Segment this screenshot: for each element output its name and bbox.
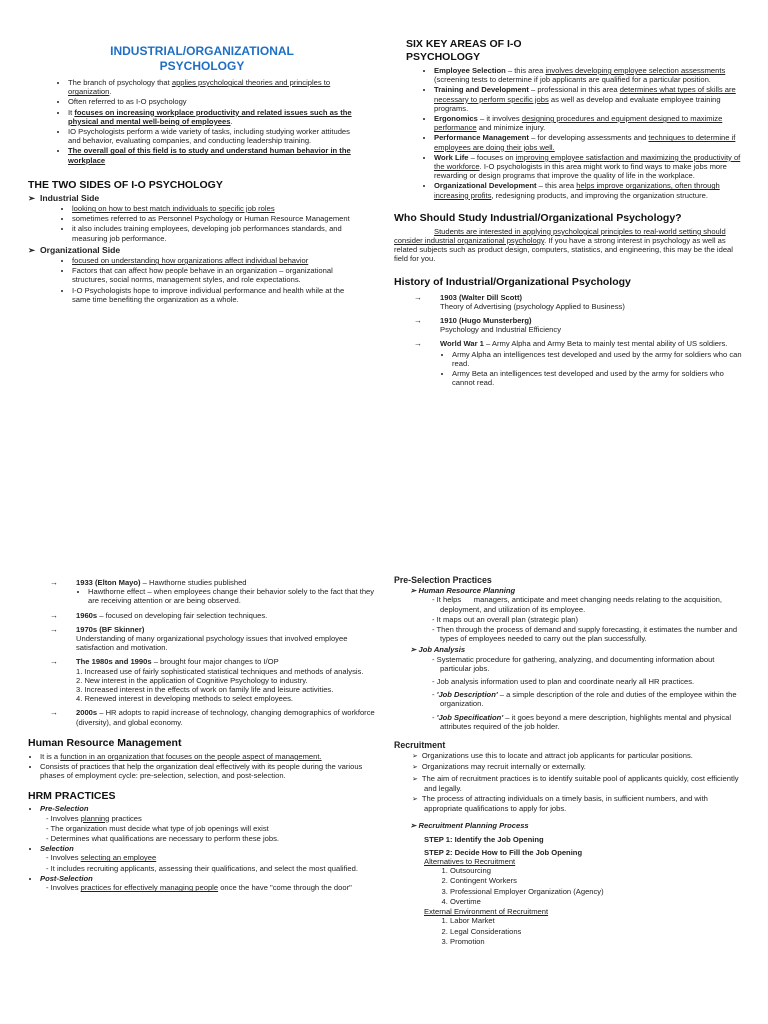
hawthorne-list <box>76 587 378 605</box>
hrm-item: • Consists of practices that help the organization deal effectively with its people during the various phases of employment cycle: pre-selection, selection, and post-selection. <box>40 762 378 780</box>
hrm-item: • It is a function in an organization that focuses on the people aspect of management. <box>40 752 378 761</box>
recruitment-list <box>394 751 744 813</box>
two-sides-heading: THE TWO SIDES OF I-O PSYCHOLOGY <box>28 178 223 191</box>
external-env-list <box>394 916 744 946</box>
hrm-practices-list <box>28 804 378 892</box>
ja-item: - 'Job Description' – a simple description of the role and duties of the employee within the organization. <box>440 690 744 708</box>
practice-item: - Involves practices for effectively managing people once the have "come through the door" <box>54 883 378 892</box>
organizational-item: • I-O Psychologists hope to improve individual performance and health while at the same time benefiting the organization as a whole. <box>72 286 362 304</box>
page-title: INDUSTRIAL/ORGANIZATIONAL PSYCHOLOGY <box>110 44 294 73</box>
organizational-item: • Factors that can affect how people behave in an organization – organizational structures, social norms, management styles, and role expectations. <box>72 266 362 284</box>
areas-list <box>400 66 744 200</box>
arrow-icon: ➢ <box>28 192 36 203</box>
history-timeline-continued <box>28 578 378 727</box>
recruitment-item: ➢ Organizations use this to locate and attract job applicants for particular positions. <box>424 751 744 761</box>
alternative-item: 4. Overtime <box>450 897 744 906</box>
changes-line: 2. New interest in the application of Cognitive Psychology to industry. <box>76 675 308 685</box>
ja-list <box>394 655 744 731</box>
changes-line: 1. Increased use of fairly sophisticated statistical techniques and methods of analysis. <box>76 666 364 676</box>
arrow-icon: ➢ <box>410 645 417 655</box>
area-item: • Performance Management – for developing assessments and techniques to determine if employees are doing their jobs well. <box>434 133 744 151</box>
history-item: → The 1980s and 1990s – brought four major changes to I/OP 1. Increased use of fairly sophisticated statistical techniques and methods of analysis. 2. New interest in the application of Cognitive Psychology to industry. 3. Increased interest in the effects of work on family life and leisure activities. 4. Renewed interest in developing methods to select employees. <box>76 657 378 703</box>
area-item: • Organizational Development – this area helps improve organizations, often through increasing profits, redesigning products, and improving the organization structure. <box>434 181 744 199</box>
page2-right-column <box>394 576 744 947</box>
who-paragraph: Students are interested in applying psychological principles to real-world setting should consider industrial organizational psychology. If you have a strong interest in psychology as well as related subjects such as product design, computers, statistics, and engineering, this may be the ideal field for you. <box>394 226 733 264</box>
ww1-list <box>440 350 744 388</box>
history-item: → 1903 (Walter Dill Scott) Theory of Advertising (psychology Applied to Business) <box>440 293 744 311</box>
practice-group: • Selection - Involves selecting an employee - It includes recruiting applicants, assessing their qualifications, and select the most qualified. <box>40 844 378 873</box>
intro-item: • The branch of psychology that applies psychological theories and principles to organization. <box>68 78 362 96</box>
area-item: • Employee Selection – this area involves developing employee selection assessments (screening tests to determine if job applicants are qualified for a particular position. <box>434 66 744 84</box>
hawthorne-item: • Hawthorne effect – when employees change their behavior solely to the fact that they are receiving attention or are being observed. <box>88 587 378 605</box>
industrial-list <box>28 204 362 243</box>
intro-item: • IO Psychologists perform a wide variety of tasks, including studying worker attitudes and behavior, evaluating companies, and conducting leadership training. <box>68 127 362 145</box>
ww1-item: • Army Beta an intelligences test developed and used by the army for soldiers who cannot read. <box>452 369 744 387</box>
recruitment-heading: Recruitment <box>394 740 446 751</box>
intro-item: • The overall goal of this field is to study and understand human behavior in the workplace <box>68 146 362 164</box>
pre-selection-heading: Pre-Selection Practices <box>394 575 492 585</box>
changes-line: 4. Renewed interest in developing methods to select employees. <box>76 694 293 704</box>
hrm-practices-heading: HRM PRACTICES <box>28 790 116 803</box>
area-item: • Training and Development – professional in this area determines what types of skills are necessary to perform specific jobs as well as develop and evaluate employee training programs. <box>434 85 744 113</box>
post-selection-list <box>40 883 378 892</box>
alternative-item: 2. Contingent Workers <box>450 876 744 885</box>
organizational-list <box>28 256 362 304</box>
alternative-item: 1. Outsourcing <box>450 866 744 875</box>
alternatives-label: Alternatives to Recruitment <box>424 857 516 867</box>
history-item: → 1960s – focused on developing fair selection techniques. <box>76 611 378 620</box>
hrm-heading: Human Resource Management <box>28 736 182 749</box>
history-heading: History of Industrial/Organizational Psychology <box>394 275 631 288</box>
ja-item: - Systematic procedure for gathering, analyzing, and documenting information about particular jobs. <box>440 655 744 673</box>
arrow-icon: ➢ <box>410 821 417 831</box>
hrm-list <box>28 752 378 781</box>
area-item: • Work Life – focuses on improving employee satisfaction and maximizing the productivity of the workforce. I-O psychologists in this area might work to find ways to make jobs more rewarding or design programs that improve the quality of life in the workplace. <box>434 153 744 181</box>
practice-item: - Involves selecting an employee <box>54 853 378 862</box>
history-item: → 1970s (BF Skinner) Understanding of many organizational psychology issues that involved employee satisfaction and motivation. <box>76 625 378 653</box>
organizational-item: • focused on understanding how organizations affect individual behavior <box>72 256 362 265</box>
pre-selection-list <box>40 814 378 844</box>
history-item: → 2000s – HR adopts to rapid increase of technology, changing demographics of workforce (diversity), and global economy. <box>76 708 378 726</box>
six-areas-heading: SIX KEY AREAS OF I-O PSYCHOLOGY <box>406 38 522 63</box>
external-env-label: External Environment of Recruitment <box>424 907 549 917</box>
recruitment-item: ➢ Organizations may recruit internally or externally. <box>424 762 744 772</box>
external-item: 1. Labor Market <box>450 916 744 925</box>
page2-left-column <box>28 578 378 893</box>
step-2: STEP 2: Decide How to Fill the Job Opening <box>424 847 583 857</box>
intro-item: • Often referred to as I-O psychology <box>68 97 362 106</box>
step-1: STEP 1: Identify the Job Opening <box>424 834 544 844</box>
hrp-item: - Then through the process of demand and supply forecasting, it estimates the number and types of employees needed to carry out the plan successfully. <box>440 625 744 643</box>
intro-item: • It focuses on increasing workplace productivity and related issues such as the physical and mental well-being of employees. <box>68 108 362 126</box>
area-item: • Ergonomics – it involves designing procedures and equipment designed to maximize performance and minimize injury. <box>434 114 744 132</box>
history-timeline <box>400 293 744 388</box>
industrial-item: • sometimes referred to as Personnel Psychology or Human Resource Management <box>72 214 362 223</box>
history-item: → 1910 (Hugo Munsterberg) Psychology and Industrial Efficiency <box>440 316 744 334</box>
ja-item: - 'Job Specification' – it goes beyond a mere description, highlights mental and physical attributes required of the job holder. <box>440 713 744 731</box>
page1-right-column <box>394 38 744 392</box>
industrial-side-label: ➢ Industrial Side <box>28 192 100 203</box>
selection-list <box>40 853 378 872</box>
history-item: → 1933 (Elton Mayo) – Hawthorne studies published • Hawthorne effect – when employees change their behavior solely to the fact that they are receiving attention or are being observed. <box>76 578 378 606</box>
arrow-icon: ➢ <box>28 244 36 255</box>
hrp-label: ➢ Human Resource Planning <box>410 586 516 596</box>
ja-label: ➢ Job Analysis <box>410 645 466 655</box>
industrial-item: • it also includes training employees, developing job performances standards, and measuring job performance. <box>72 224 362 242</box>
recruitment-item: ➢ The process of attracting individuals on a timely basis, in sufficient numbers, and with appropriate qualifications to apply for jobs. <box>424 794 744 813</box>
changes-line: 3. Increased interest in the effects of work on family life and leisure activities. <box>76 685 334 695</box>
practice-item: - The organization must decide what type of job openings will exist <box>54 824 378 833</box>
intro-list <box>52 78 362 165</box>
external-item: 3. Promotion <box>450 937 744 946</box>
practice-group: • Post-Selection - Involves practices for effectively managing people once the have "come through the door" <box>40 874 378 892</box>
arrow-icon: ➢ <box>410 586 417 596</box>
practice-item: - It includes recruiting applicants, assessing their qualifications, and select the most qualified. <box>54 864 378 873</box>
hrp-list <box>394 595 744 643</box>
page1-left-column <box>28 44 362 305</box>
practice-item: - Involves planning practices <box>54 814 378 823</box>
alternative-item: 3. Professional Employer Organization (Agency) <box>450 887 744 896</box>
recruitment-item: ➢ The aim of recruitment practices is to identify suitable pool of applicants quickly, cost efficiently and legally. <box>424 774 744 793</box>
history-item: → World War 1 – Army Alpha and Army Beta to mainly test mental ability of US soldiers. • Army Alpha an intelligences test developed and used by the army for soldiers who can read. • Army Beta an intelligences test developed and used by the army for soldiers who cannot read. <box>440 339 744 387</box>
ww1-item: • Army Alpha an intelligences test developed and used by the army for soldiers who can read. <box>452 350 744 368</box>
external-item: 2. Legal Considerations <box>450 927 744 936</box>
hrp-item: - It maps out an overall plan (strategic plan) <box>440 615 744 624</box>
alternatives-list <box>394 866 744 906</box>
practice-item: - Determines what qualifications are necessary to perform these jobs. <box>54 834 378 843</box>
rpp-label: ➢ Recruitment Planning Process <box>410 821 529 831</box>
page-2 <box>0 512 768 1024</box>
industrial-item: • looking on how to best match individuals to specific job roles <box>72 204 362 213</box>
hrp-item: - It helps managers, anticipate and meet changing needs relating to the acquisition, deployment, and utilization of its employee. <box>440 595 744 613</box>
ja-item: - Job analysis information used to plan and coordinate nearly all HR practices. <box>440 677 744 686</box>
organizational-side-label: ➢ Organizational Side <box>28 244 121 255</box>
practice-group: • Pre-Selection - Involves planning practices - The organization must decide what type of job openings will exist - Determines what qualifications are necessary to perform these jobs. <box>40 804 378 843</box>
industrial-side <box>28 194 362 304</box>
who-heading: Who Should Study Industrial/Organizational Psychology? <box>394 211 682 224</box>
